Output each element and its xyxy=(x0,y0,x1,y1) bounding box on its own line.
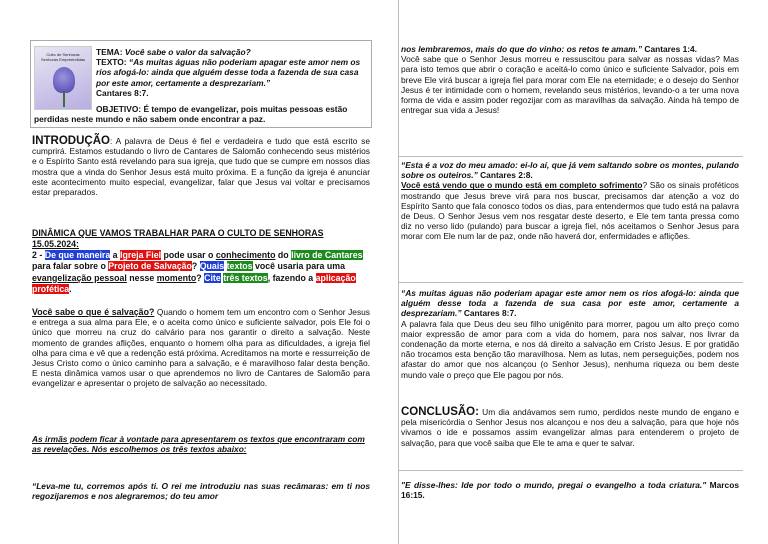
dyn-text: . xyxy=(69,283,72,294)
question-2: Você está vendo que o mundo está em completo sofrimento xyxy=(401,180,643,191)
hl-projeto-de-salvacao: Projeto de Salvação xyxy=(108,261,192,272)
dyn-conhecimento: conhecimento xyxy=(215,250,276,260)
introducao-label: INTRODUÇÃO xyxy=(32,135,110,147)
conclusao-label: CONCLUSÃO: xyxy=(401,406,479,418)
conclusao-text: Um dia andávamos sem rumo, perdidos neste mundo de engano e pela misericórdia o Senhor Jesus nos alcançou e nos deu a salvação, para que hoje nós vivamos o ide e possamos assim evangelizar almas para entenderem o projeto de salvação, para que você saiba que Ele te ama e quer te salvar. xyxy=(401,407,739,448)
hl-tres-textos: três textos xyxy=(223,272,268,283)
quote3-ref: Cantares 8:7. xyxy=(461,308,517,319)
right-column xyxy=(398,0,742,544)
dinamica-question xyxy=(32,250,370,295)
texto-ref: Cantares 8:7. xyxy=(96,87,149,98)
final-ref: Marcos 16:15. xyxy=(401,480,739,501)
dyn-text: você usaria para uma xyxy=(252,261,345,272)
thumbnail-caption: Culto de Senhoras Senhoras Empreendidas xyxy=(40,52,86,62)
rose-image xyxy=(53,67,75,93)
voce-sabe-block xyxy=(32,307,370,389)
dinamica-title: DINÂMICA QUE VAMOS TRABALHAR PARA O CULTO DE SENHORAS 15.05.2024: xyxy=(32,228,324,249)
para3: A palavra fala que Deus deu seu filho unigênito para morrer, pagou um alto preço como maior expressão de amor para com a vida do homem, para nos salvar, nos livrar da condenação da morte eterna, e nos dá direito a salvação em Cristo Jesus. E por gratidão não trocamos esta benção tão maravilhosa. Nem as lutas, nem perseguições, podem nos afastar do amor que nos alcançou (o Senhor Jesus), nenhuma riqueza ou bem deste mundo vale o preço que Ele pagou por nós. xyxy=(401,318,739,380)
dyn-text: do xyxy=(275,250,292,260)
dyn-text: pode usar o xyxy=(161,250,216,260)
hl-textos: textos xyxy=(226,261,253,272)
para1: Você sabe que o Senhor Jesus morreu e ressuscitou para salvar as nossas vidas? Mas para isto temos que abrir o coração e aceitá-lo como único e suficiente Salvador, pois em breve Ele virá buscar a igreja fiel para morar com Ele na eternidade; e o desejo do Senhor Jesus é ter intimidade com o homem, revelando seus mistérios, levando-o a ter uma nova forma de vida e assim poder regozijar com as maravilhas da salvação. Ainda há tempo de entregar sua vida a Jesus! xyxy=(401,54,739,116)
dyn-text: , fazendo a xyxy=(267,272,316,283)
cover-thumbnail xyxy=(34,46,92,110)
dyn-text: para falar sobre o xyxy=(32,261,109,272)
hl-quais: Quais xyxy=(199,261,225,272)
divider xyxy=(399,156,743,157)
irmas-text: As irmãs podem ficar à vontade para apresentarem os textos que encontraram com as revelações. Nós escolhemos os três textos abaixo: xyxy=(32,434,365,455)
para2: ? São os sinais proféticos mostrando que Jesus breve virá para nos buscar, precisamos dar atenção a voz do Espírito Santo que fala conosco todos os dias, para entendermos que tudo está na palavra de Deus. O Senhor Jesus vem nos resgatar deste deserto, e Ele tem tanta pressa como diz no verso lido (pulando) para buscar a igreja fiel, nós aceitamos o Senhor Jesus para morar com Ele num lar de paz, onde não haverá dor, enfermidades e aflições. xyxy=(401,180,739,242)
objetivo-label: OBJETIVO xyxy=(96,104,139,114)
quote1-start-block xyxy=(32,481,370,501)
dinamica-block xyxy=(32,228,370,295)
hl-igreja-fiel: Igreja Fiel xyxy=(120,250,162,260)
quote2-ref: Cantares 2:8. xyxy=(477,170,533,181)
voce-sabe-question: Você sabe o que é salvação? xyxy=(32,307,155,317)
voce-sabe-text: Quando o homem tem um encontro com o Senhor Jesus e entrega a sua alma para Ele, e o aceita como único e suficiente salvador, pois Ele foi o único que morreu na cruz do calvário para nos garantir o direito a salvação. Neste momento de grandes aflições, enquanto o homem olha para as dificuldades, a igreja fiel olha para cima e vê que a redenção está próxima. Acreditamos na morte e ressurreição de Jesus Cristo como o único caminho para a salvação, e é maravilhoso falar desta benção. E nesta dinâmica vamos usar o que aprendemos no livro de Cantares de Salomão para evangelizar e apresentar o projeto de salvação ao necessitado. xyxy=(32,307,370,389)
quote2: “Esta é a voz do meu amado: ei-lo aí, que já vem saltando sobre os montes, pulando sobre os outeiros.” xyxy=(401,160,739,181)
left-column xyxy=(30,0,372,544)
quote1-end-block xyxy=(401,44,739,115)
dyn-text: ? xyxy=(196,272,205,283)
hl-de-que-maneira: De que maneira xyxy=(44,250,111,260)
final-quote-block xyxy=(401,480,739,500)
quote3: “As muitas águas não poderiam apagar este amor nem os rios afogá-lo: ainda que alguém desse toda a fazenda de sua casa por este amor, certamente a desprezariam.” xyxy=(401,288,739,319)
introducao-block xyxy=(32,136,370,197)
hl-cite: Cite xyxy=(204,272,221,283)
divider xyxy=(399,282,743,283)
hl-livro-de-cantares: livro de Cantares xyxy=(291,250,363,260)
quote2-block xyxy=(401,160,739,242)
objetivo-text: : É tempo de evangelizar, pois muitas pessoas estão perdidas neste mundo e não sabem onde encontrar a paz. xyxy=(34,104,348,125)
dyn-text: 2 - xyxy=(32,250,45,260)
divider xyxy=(399,470,743,471)
final-quote: "E disse-lhes: Ide por todo o mundo, pregai o evangelho a toda criatura." xyxy=(401,480,707,490)
dyn-text: a xyxy=(110,250,121,260)
dyn-momento: momento xyxy=(156,272,197,283)
conclusao-block xyxy=(401,407,739,448)
dyn-text: nesse xyxy=(126,272,157,283)
objetivo-block xyxy=(34,104,368,124)
tema-label: TEMA: xyxy=(96,47,123,57)
texto-quote: “As muitas águas não poderiam apagar este amor nem os rios afogá-lo: ainda que alguém desse toda a fazenda de sua casa por este amor, certamente a desprezariam.” xyxy=(96,57,361,88)
quote1-end: nos lembraremos, mais do que do vinho: os retos te amam.” xyxy=(401,44,643,54)
dyn-text: ? xyxy=(191,261,200,272)
quote1-ref: Cantares 1:4. xyxy=(642,44,698,54)
quote3-block xyxy=(401,288,739,380)
irmas-block xyxy=(32,434,370,454)
quote1-start: “Leva-me tu, corremos após ti. O rei me introduziu nas suas recâmaras: em ti nos regozijaremos e nos alegraremos; do teu amor xyxy=(32,481,370,502)
header-block xyxy=(96,47,368,98)
tema-text: Você sabe o valor da salvação? xyxy=(124,47,251,57)
texto-label: TEXTO: xyxy=(96,57,127,68)
dyn-evangelizacao-pessoal: evangelização pessoal xyxy=(32,272,127,283)
hl-aplicacao-profetica: aplicação profética xyxy=(32,272,356,294)
introducao-text: : A palavra de Deus é fiel e verdadeira e tudo que está escrito se cumprirá. Estamos estudando o livro de Cantares de Salomão conhecendo seus mistérios e o Espírito Santo está revelando para sua igreja, que tudo que se cumpre em nossos dias mostra que a vinda do Senhor Jesus está muito próxima. E a função da igreja é anunciar este acontecimento muito especial, evangelizar, falar que Jesus vai voltar e precisamos estar preparados. xyxy=(32,136,370,198)
